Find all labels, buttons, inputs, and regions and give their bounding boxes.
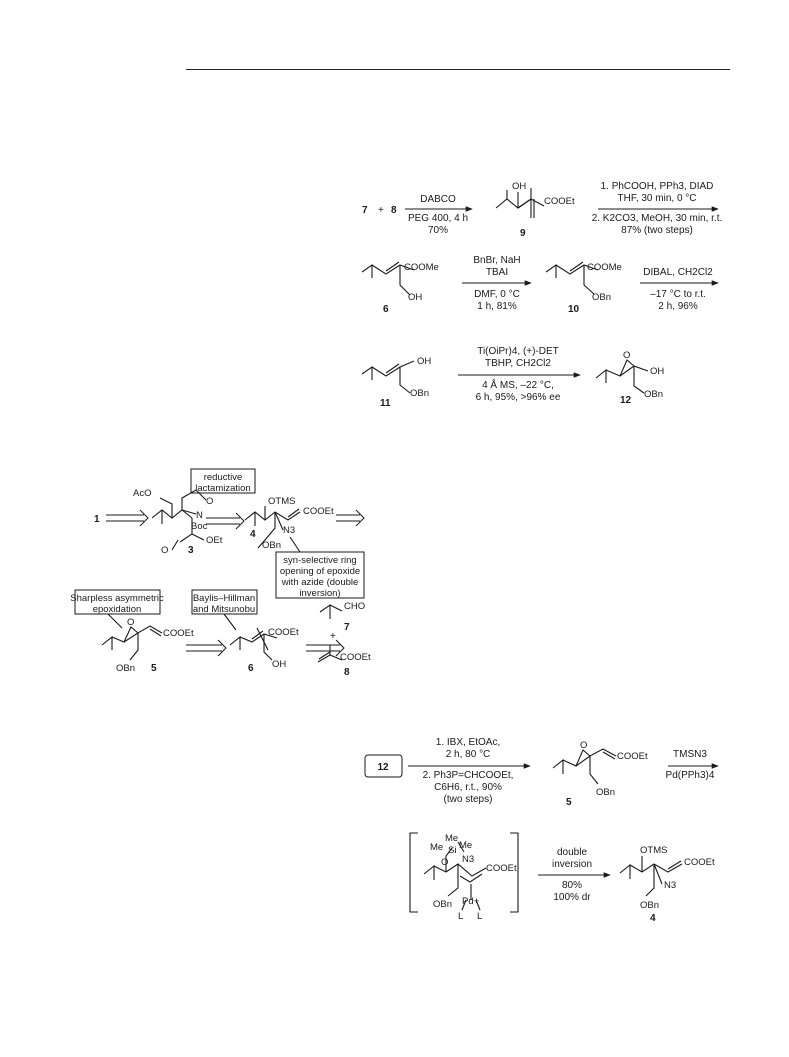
compound-8-label: 8 [391,205,397,216]
retro-plus: + [330,631,336,642]
box-syn-line4: inversion) [299,588,341,599]
compound-5-bottom-o: O [580,740,588,751]
compound-12-obn: OBn [644,389,664,400]
compound-3-label: 3 [188,545,194,556]
compound-10-label: 10 [568,304,580,315]
bracket-left [410,833,418,912]
compound-5-bottom-cooet: COOEt [617,751,648,762]
compound-9-label: 9 [520,228,526,239]
scheme-top-row2 [362,255,718,315]
arrow-r2a-below-1: DMF, 0 °C [474,289,520,300]
compound-6-retro-label: 6 [248,663,254,674]
arrow-b3-below-2: 100% dr [553,892,591,903]
compound-11-oh: OH [417,356,432,367]
compound-9-structure [496,188,544,218]
compound-5-bottom-structure [553,749,616,784]
compound-5-bottom-label: 5 [566,797,572,808]
box-reductive-line2: lactamization [195,483,251,494]
compound-4-n3: N3 [283,525,296,536]
compound-3-aco: AcO [133,488,152,499]
target-1-label: 1 [94,514,100,525]
compound-4-label: 4 [250,529,256,540]
compound-10-obn: OBn [592,292,612,303]
intermediate-l1: L [458,911,464,922]
box-syn-line3: with azide (double [281,577,359,588]
compound-6-coome: COOMe [404,262,439,273]
compound-7-structure [320,605,342,619]
retro-arrow-5 [306,640,344,656]
arrow-b3-above-2: inversion [551,859,593,870]
arrow-r3-below-1: 4 Å MS, –22 °C, [482,380,554,391]
box-baylis-line1: Baylis–Hillman [192,593,256,604]
arrow-b3-below-1: 80% [561,880,583,891]
compound-4-final-cooet: COOEt [684,857,715,868]
arrow-r2a-above-1: BnBr, NaH [473,255,521,266]
compound-4-otms: OTMS [268,496,296,507]
plus-sign: + [378,205,384,216]
box-syn-line1: syn-selective ring [283,555,357,566]
compound-3-n: N [196,510,203,521]
box-sharpless-line2: epoxidation [92,604,142,615]
arrow-r2b-above: DIBAL, CH2Cl2 [643,267,713,278]
intermediate-n3: N3 [462,854,475,865]
intermediate-me-2: Me [459,840,473,851]
retro-arrow-2 [206,513,244,529]
compound-6-retro-cooet: COOEt [268,627,299,638]
box-baylis-line2: and Mitsunobu [192,604,256,615]
compound-3-boc: Boc [191,521,208,532]
arrow-r1a-below-1: PEG 400, 4 h [407,213,469,224]
intermediate-si: Si [448,845,457,856]
compound-3-o: O [161,545,169,556]
arrow-r3-above-1: Ti(OiPr)4, (+)-DET [477,346,559,357]
arrow-r1b-above-2: THF, 30 min, 0 °C [617,193,697,204]
box-reductive-line1: reductive [203,472,243,483]
arrow-r1a-below-2: 70% [427,225,449,236]
compound-3-oet: OEt [206,535,223,546]
box-sharpless-line1: Sharpless asymmetric [70,593,164,604]
arrow-b1-below-1: 2. Ph3P=CHCOOEt, [422,770,514,781]
compound-7-retro-label: 7 [344,622,350,633]
compound-12-oh: OH [650,366,665,377]
compound-4-final-obn: OBn [640,900,660,911]
compound-9-cooet: COOEt [544,196,575,207]
compound-7-label: 7 [362,205,368,216]
compound-12-epoxide-o: O [623,350,631,361]
intermediate-pd: Pd+ [462,896,480,907]
retro-arrow-1 [106,510,148,526]
compound-4-final-label: 4 [650,913,656,924]
compound-9-oh: OH [512,181,527,192]
compound-10-coome: COOMe [587,262,622,273]
compound-12-structure [596,360,648,393]
arrow-r1b-above-1: 1. PhCOOH, PPh3, DIAD [600,181,714,192]
intermediate-obn: OBn [433,899,453,910]
compound-4-final-n3: N3 [664,880,677,891]
retro-arrow-3 [336,510,364,526]
scheme-top-row1 [362,181,722,239]
arrow-b3-above-1: double [556,847,588,858]
compound-5-cooet: COOEt [163,628,194,639]
compound-3-o-lactam: O [206,496,214,507]
retrosynthesis [70,469,371,678]
compound-11-label: 11 [380,398,391,409]
compound-11-obn: OBn [410,388,430,399]
arrow-r3-below-2: 6 h, 95%, >96% ee [475,392,561,403]
arrow-b2-below: Pd(PPh3)4 [665,770,715,781]
arrow-r1b-below-1: 2. K2CO3, MeOH, 30 min, r.t. [591,213,723,224]
compound-5-bottom-obn: OBn [596,787,616,798]
arrow-r3-above-2: TBHP, CH2Cl2 [485,358,551,369]
intermediate-o: O [441,857,449,868]
arrow-r2b-below-2: 2 h, 96% [658,301,698,312]
compound-7-cho: CHO [344,601,366,612]
arrow-r2a-above-2: TBAI [485,267,509,278]
intermediate-me-3: Me [430,842,444,853]
arrow-r1b-below-2: 87% (two steps) [621,225,693,236]
compound-5-epoxide-o: O [127,617,135,628]
retro-arrow-4 [186,640,226,656]
arrow-b1-above-2: 2 h, 80 °C [445,749,491,760]
compound-5-label: 5 [151,663,157,674]
arrow-b1-above-1: 1. IBX, EtOAc, [435,737,501,748]
arrow-r1a-above: DABCO [420,194,456,205]
scheme-bottom [365,737,718,924]
compound-11-structure [362,361,414,393]
arrow-b1-below-3: (two steps) [443,794,493,805]
compound-4-obn: OBn [262,540,282,551]
box-syn-line2: opening of epoxide [279,566,361,577]
compound-4-cooet: COOEt [303,506,334,517]
compound-12-label: 12 [620,395,632,406]
compound-5-obn: OBn [116,663,136,674]
scheme-top-row3 [362,346,664,409]
box-syn-leader [290,537,300,552]
compound-12-bottom-label: 12 [377,762,389,773]
intermediate-cooet: COOEt [486,863,517,874]
compound-5-structure [102,626,162,660]
arrow-b2-above: TMSN3 [673,749,707,760]
compound-6-label: 6 [383,304,389,315]
arrow-b1-below-2: C6H6, r.t., 90% [434,782,502,793]
box-baylis-leader [224,614,236,630]
intermediate-l2: L [477,911,483,922]
compound-4-final-otms: OTMS [640,845,668,856]
arrow-r2b-below-1: –17 °C to r.t. [650,289,706,300]
compound-6-retro-oh: OH [272,659,287,670]
box-sharpless-leader [108,614,122,628]
arrow-r2a-below-2: 1 h, 81% [477,301,517,312]
intermediate-me-1: Me [445,833,459,844]
compound-8-retro-label: 8 [344,667,350,678]
compound-8-cooet: COOEt [340,652,371,663]
compound-6-oh: OH [408,292,423,303]
